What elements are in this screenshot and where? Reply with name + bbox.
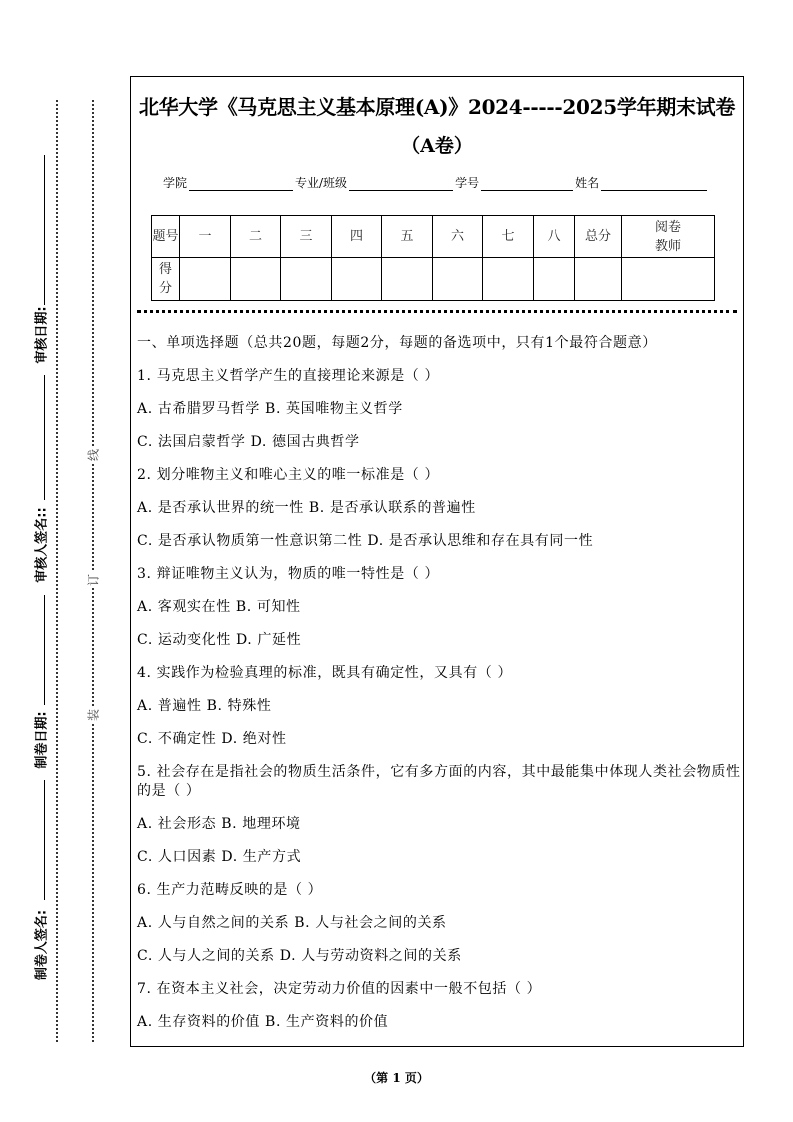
score-cell[interactable] <box>575 258 622 301</box>
options: C. 运动变化性 D. 广延性 <box>137 632 302 648</box>
question: 5. 社会存在是指社会的物质生活条件，它有多方面的内容，其中最能集中体现人类社会物质性的是（ ） <box>137 764 741 799</box>
header-cell: 四 <box>332 216 382 258</box>
options: A. 人与自然之间的关系 B. 人与社会之间的关系 <box>137 915 447 931</box>
header-cell: 五 <box>382 216 433 258</box>
exam-subtitle: （A卷） <box>401 135 473 157</box>
signature-line <box>44 780 45 900</box>
header-cell: 七 <box>483 216 534 258</box>
header-cell: 八 <box>534 216 575 258</box>
exam-title: 北华大学《马克思主义基本原理(A)》2024-----2025学年期末试卷 <box>138 95 736 119</box>
compiler-signature-label: 制卷人签名: <box>34 909 50 981</box>
options: A. 生存资料的价值 B. 生产资料的价值 <box>137 1014 389 1030</box>
question-number-row <box>152 216 715 258</box>
options: A. 客观实在性 B. 可知性 <box>137 599 301 615</box>
binding-mark-staple: 订 <box>86 573 101 587</box>
options: C. 人与人之间的关系 D. 人与劳动资料之间的关系 <box>137 948 462 964</box>
score-cell[interactable] <box>382 258 433 301</box>
student-id-blank <box>481 178 573 191</box>
compile-date-label: 制卷日期: <box>34 711 50 769</box>
options: A. 社会形态 B. 地理环境 <box>137 816 301 832</box>
question: 4. 实践作为检验真理的标准，既具有确定性，又具有（ ） <box>137 665 513 681</box>
signature-line <box>44 595 45 705</box>
options: C. 不确定性 D. 绝对性 <box>137 731 287 747</box>
question: 3. 辩证唯物主义认为，物质的唯一特性是（ ） <box>137 566 440 582</box>
page-number: （第 1 页） <box>364 1071 429 1085</box>
header-cell: 六 <box>433 216 483 258</box>
score-cell[interactable] <box>433 258 483 301</box>
dotted-separator <box>137 310 737 313</box>
score-cell[interactable] <box>622 258 715 301</box>
review-date-label: 审核日期: <box>34 306 50 364</box>
college-blank <box>189 178 293 191</box>
name-blank <box>601 178 707 191</box>
options: A. 古希腊罗马哲学 B. 英国唯物主义哲学 <box>137 401 403 417</box>
questions <box>137 327 741 1039</box>
header-cell: 一 <box>180 216 231 258</box>
question: 2. 划分唯物主义和唯心主义的唯一标准是（ ） <box>137 467 440 483</box>
binding-mark-bind: 装 <box>86 708 101 722</box>
student-id-label: 学号 <box>455 176 480 190</box>
score-label: 得分 <box>152 258 180 301</box>
major-class-label: 专业/班级 <box>295 176 348 190</box>
header-cell: 二 <box>231 216 281 258</box>
score-row <box>152 258 715 301</box>
college-label: 学院 <box>163 176 188 190</box>
header-cell: 三 <box>281 216 332 258</box>
binding-line-outer <box>56 100 58 1042</box>
header-cell: 阅卷教师 <box>622 216 715 258</box>
header-cell: 题号 <box>152 216 180 258</box>
options: C. 法国启蒙哲学 D. 德国古典哲学 <box>137 434 360 450</box>
score-cell[interactable] <box>483 258 534 301</box>
major-class-blank <box>349 178 453 191</box>
section-heading: 一、单项选择题（总共20题，每题2分，每题的备选项中，只有1个最符合题意） <box>137 335 657 351</box>
score-cell[interactable] <box>332 258 382 301</box>
question: 1. 马克思主义哲学产生的直接理论来源是（ ） <box>137 368 440 384</box>
exam-frame <box>130 76 744 1047</box>
score-table <box>151 215 715 301</box>
student-info <box>163 174 709 191</box>
name-label: 姓名 <box>575 176 600 190</box>
reviewer-signature-label: 审核人签名:: <box>34 507 50 583</box>
score-cell[interactable] <box>534 258 575 301</box>
question: 6. 生产力范畴反映的是（ ） <box>137 882 323 898</box>
score-cell[interactable] <box>231 258 281 301</box>
options: A. 是否承认世界的统一性 B. 是否承认联系的普遍性 <box>137 500 476 516</box>
options: C. 是否承认物质第一性意识第二性 D. 是否承认思维和存在具有同一性 <box>137 533 594 549</box>
options: C. 人口因素 D. 生产方式 <box>137 849 302 865</box>
question: 7. 在资本主义社会，决定劳动力价值的因素中一般不包括（ ） <box>137 981 542 997</box>
binding-mark-line: 线 <box>86 448 101 462</box>
score-cell[interactable] <box>281 258 332 301</box>
options: A. 普遍性 B. 特殊性 <box>137 698 272 714</box>
score-cell[interactable] <box>180 258 231 301</box>
signature-line <box>44 375 45 500</box>
header-cell: 总分 <box>575 216 622 258</box>
signature-line <box>44 155 45 305</box>
